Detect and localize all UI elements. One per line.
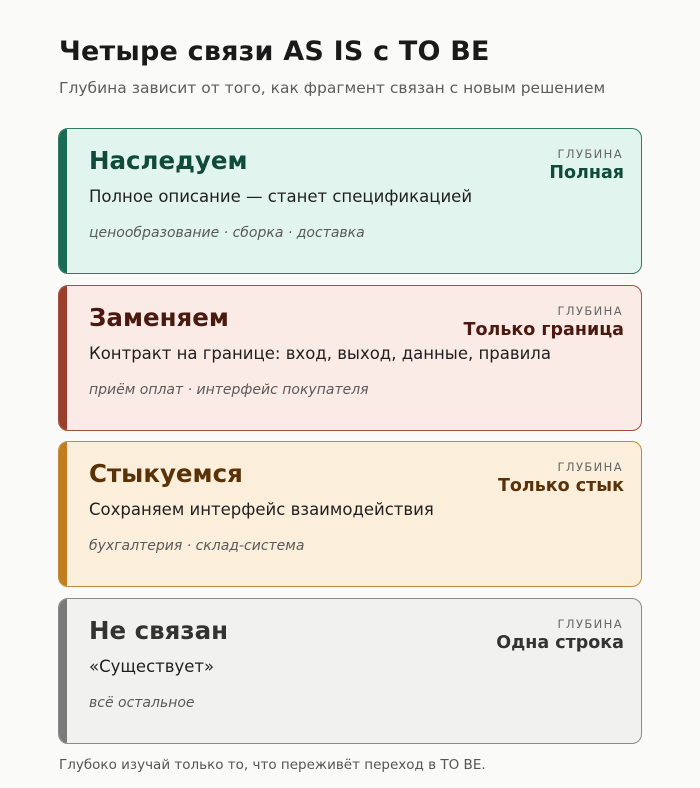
page-title: Четыре связи AS IS с TO BE xyxy=(59,36,490,67)
card-accent-bar xyxy=(59,599,67,743)
depth-label: ГЛУБИНА xyxy=(557,616,623,631)
depth-label: ГЛУБИНА xyxy=(557,303,623,318)
card-description: «Существует» xyxy=(89,656,215,676)
card-title: Стыкуемся xyxy=(89,459,243,488)
card-examples: приём оплат · интерфейс покупателя xyxy=(89,381,369,398)
link-type-list xyxy=(58,128,642,754)
card-examples: бухгалтерия · склад-система xyxy=(89,538,305,554)
card-accent-bar xyxy=(59,442,67,586)
card-examples: ценообразование · сборка · доставка xyxy=(89,225,365,241)
footer-note: Глубоко изучай только то, что переживёт переход в TO BE. xyxy=(59,757,486,773)
page-subtitle: Глубина зависит от того, как фрагмент связан с новым решением xyxy=(59,79,606,97)
depth-value: Только граница xyxy=(463,319,624,340)
depth-value: Полная xyxy=(549,163,624,183)
card-description: Сохраняем интерфейс взаимодействия xyxy=(89,500,434,519)
card-interface xyxy=(58,441,642,587)
depth-value: Одна строка xyxy=(496,632,624,653)
card-replace xyxy=(58,285,642,431)
card-title: Наследуем xyxy=(89,146,248,175)
card-description: Контракт на границе: вход, выход, данные, правила xyxy=(89,343,551,363)
card-unrelated xyxy=(58,598,642,744)
card-accent-bar xyxy=(59,286,67,430)
depth-label: ГЛУБИНА xyxy=(557,147,623,161)
card-title: Заменяем xyxy=(89,302,229,332)
card-examples: всё остальное xyxy=(89,694,195,711)
depth-value: Только стык xyxy=(497,476,624,496)
card-accent-bar xyxy=(59,129,67,273)
card-title: Не связан xyxy=(89,615,229,645)
card-description: Полное описание — станет спецификацией xyxy=(89,187,473,206)
card-inherit xyxy=(58,128,642,274)
depth-label: ГЛУБИНА xyxy=(557,460,623,474)
